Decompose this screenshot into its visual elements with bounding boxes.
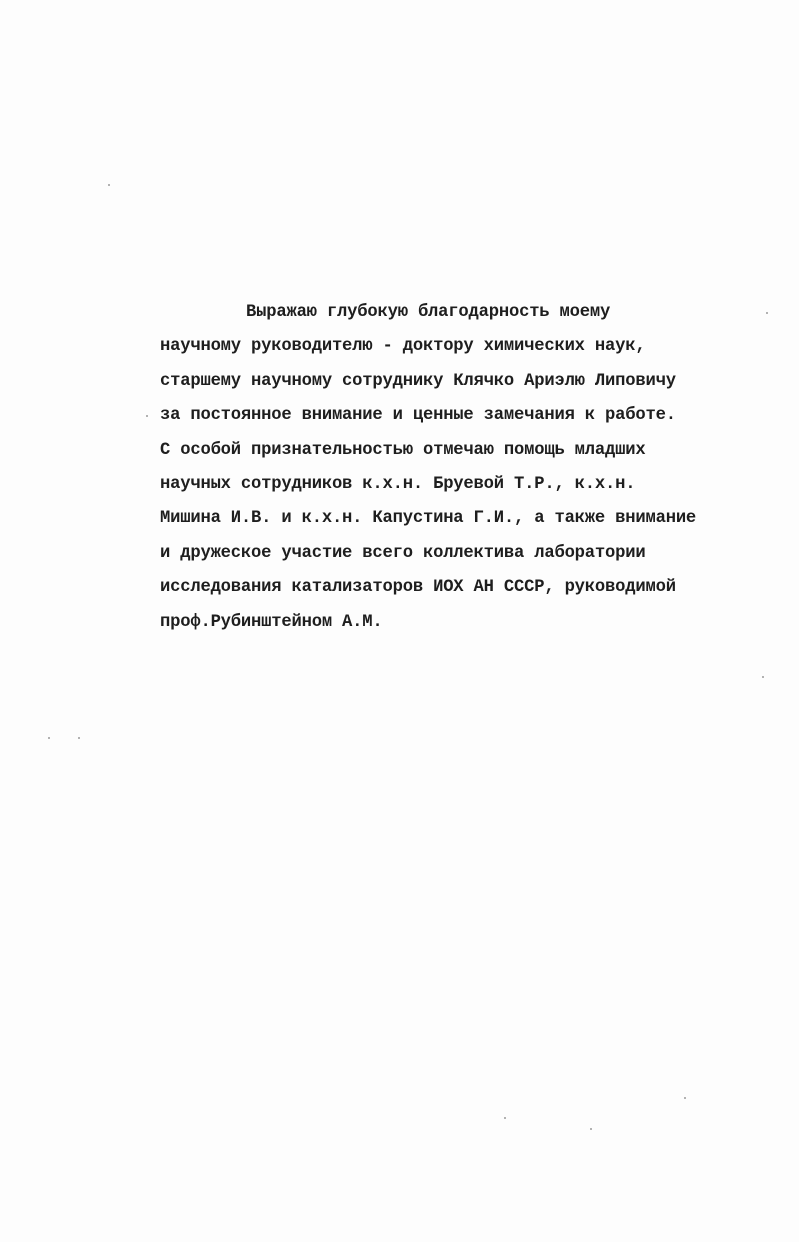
acknowledgement-line: Выражаю глубокую благодарность моему	[246, 303, 611, 322]
acknowledgement-line: за постоянное внимание и ценные замечания к работе.	[160, 406, 676, 426]
scan-speck	[684, 1097, 686, 1099]
scan-speck	[766, 312, 768, 314]
acknowledgement-line: исследования катализаторов ИОХ АН СССР, руководимой	[160, 578, 676, 598]
scan-speck	[762, 676, 764, 678]
acknowledgement-line: проф.Рубинштейном А.М.	[160, 612, 383, 632]
scan-speck	[504, 1117, 506, 1119]
scan-speck	[108, 184, 110, 186]
acknowledgement-line: научному руководителю - доктору химических наук,	[160, 337, 646, 357]
acknowledgement-line: Мишина И.В. и к.х.н. Капустина Г.И., а также внимание	[160, 509, 697, 529]
acknowledgement-paragraph	[160, 296, 760, 640]
acknowledgement-line: научных сотрудников к.х.н. Бруевой Т.Р., к.х.н.	[160, 474, 636, 494]
acknowledgement-line: и дружеское участие всего коллектива лаборатории	[160, 543, 646, 563]
scan-speck	[590, 1128, 592, 1130]
scan-speck	[146, 415, 148, 417]
acknowledgement-line: С особой признательностью отмечаю помощь младших	[160, 440, 646, 460]
scan-speck	[78, 737, 80, 739]
scan-speck	[48, 737, 50, 739]
acknowledgement-line: старшему научному сотруднику Клячко Ариэлю Липовичу	[160, 371, 676, 391]
